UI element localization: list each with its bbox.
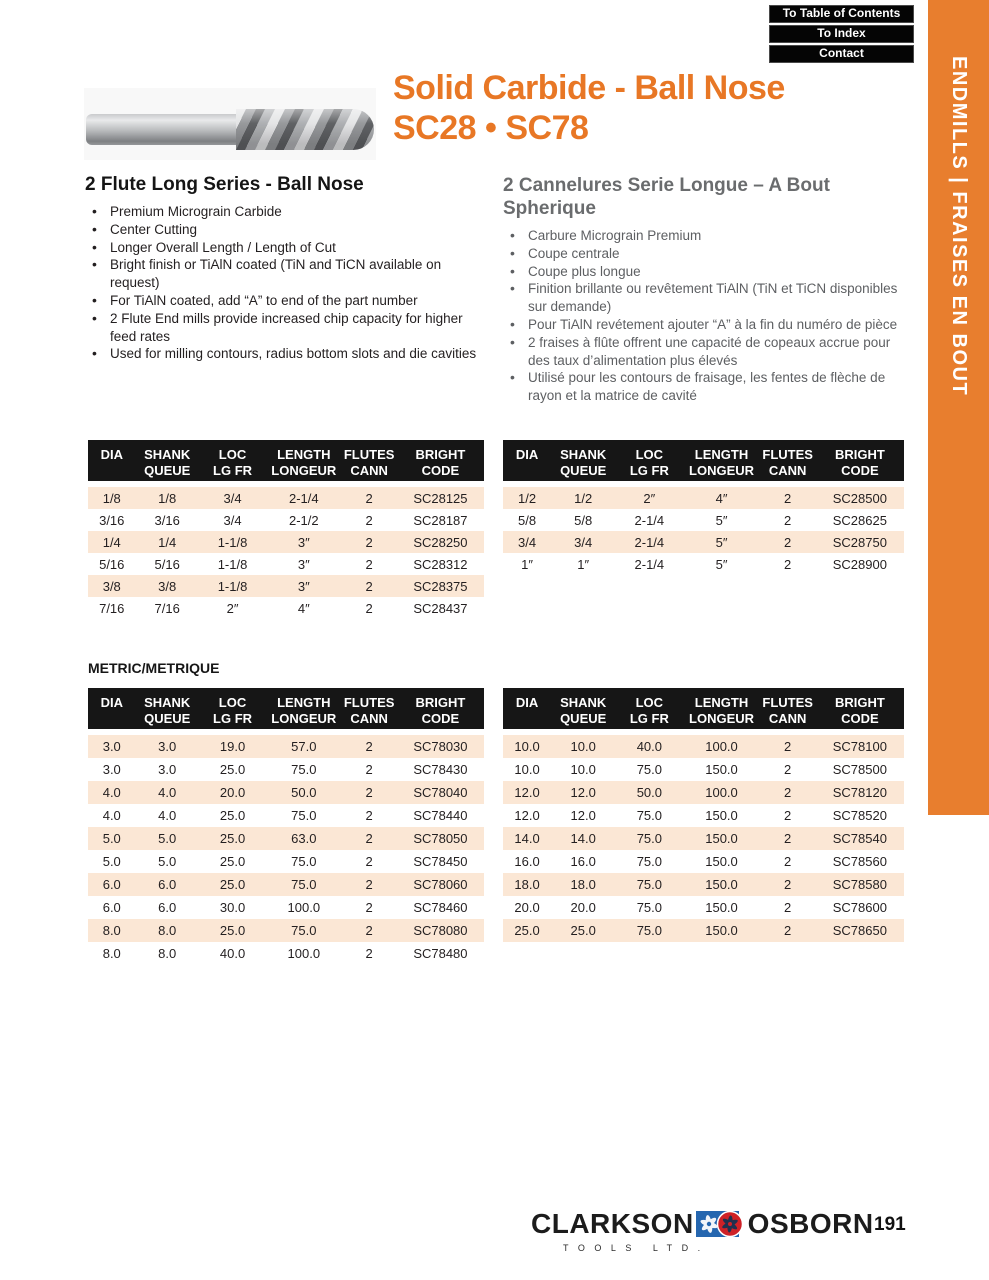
table-cell: 3.0 [158,762,177,777]
table-cell: 75.0 [266,873,341,896]
table-row [503,735,904,758]
table-cell: 19.0 [199,735,266,758]
table-cell: 5/16 [154,556,180,572]
column-header: LENGTH LONGEUR [266,688,341,735]
column-header: FLUTES CANN [760,440,816,487]
table-cell: SC28900 [832,556,887,572]
table-cell: 2 [365,854,373,869]
table-cell: 8.0 [102,946,121,961]
features-french-heading: 2 Cannelures Serie Longue – A Bout Spherique [503,175,830,219]
table-row [88,597,484,619]
clarkson-osborn-pinwheel-icon [696,1209,746,1239]
column-header: SHANK QUEUE [551,688,615,735]
table-cell: 75.0 [636,900,662,915]
bullet-item: • Carbure Micrograin Premium [503,227,913,245]
page-title-line1: Solid Carbide - Ball Nose [393,69,785,107]
table-cell: 2 [365,946,373,961]
table-cell: 75.0 [615,919,683,942]
table-cell: SC28437 [413,600,468,616]
table-cell: 2 [784,808,792,823]
endmill-product-image [84,88,376,160]
table-cell: 2 [341,487,396,509]
table-cell: 1″ [521,556,533,572]
table-cell: 6.0 [88,873,136,896]
table-cell: 2 [365,556,373,572]
table-cell: 2 [365,600,373,616]
table-cell: 50.0 [266,781,341,804]
table-cell: SC78030 [397,735,484,758]
table-cell: 2 [341,735,396,758]
table-cell: 5/8 [518,512,537,528]
table-cell: SC78100 [816,735,904,758]
table-cell: 75.0 [636,854,662,869]
bullet-item: • 2 Flute End mills provide increased chip capacity for higher feed rates [85,310,489,346]
table-cell: 2 [760,827,816,850]
table-cell: 1/2 [551,487,615,509]
table-cell: 10.0 [570,762,596,777]
table-row [503,487,904,509]
brand-clarkson-text: CLARKSON [531,1208,694,1239]
imperial-table-right [503,440,904,575]
table-cell: 3″ [297,556,310,572]
table-cell: 75.0 [291,808,317,823]
table-cell: 3.0 [136,735,199,758]
column-header: LENGTH LONGEUR [683,688,759,735]
table-cell: 1/4 [136,531,199,553]
table-cell: 75.0 [636,762,662,777]
table-cell: 6.0 [136,873,199,896]
table-cell: SC28312 [413,556,468,572]
brand-osborn-text: OSBORN [747,1208,874,1239]
table-cell: 150.0 [683,827,759,850]
table-cell: 75.0 [291,762,317,777]
table-cell: 2-1/2 [288,512,319,528]
table-cell: SC78120 [816,781,904,804]
table-cell: 2 [784,556,792,572]
endmill-shank [86,114,238,145]
table-cell: SC78580 [816,873,904,896]
table-cell: 75.0 [291,854,317,869]
table-cell: 2 [341,531,396,553]
bullet-item: • Center Cutting [85,221,489,239]
table-cell: 3/4 [223,512,242,528]
table-cell: 3/16 [154,512,180,528]
brand-subtitle: TOOLS LTD. [563,1243,710,1253]
table-cell: 30.0 [219,900,246,915]
table-row [503,509,904,531]
table-cell: 4.0 [158,808,177,823]
table-cell: 2 [760,919,816,942]
bullet-item: • Finition brillante ou revêtement TiAlN (TiN et TiCN disponibles sur demande) [503,280,913,316]
table-cell: 3/8 [136,575,199,597]
column-header: DIA [88,440,136,487]
table-cell: 1/8 [136,487,199,509]
table-header [88,440,484,487]
table-cell: 6.0 [102,900,121,915]
table-cell: 2 [760,873,816,896]
table-row [88,487,484,509]
table-cell: SC78430 [413,762,468,777]
table-cell: 150.0 [705,900,738,915]
table-cell: 150.0 [683,873,759,896]
table-cell: 100.0 [683,781,759,804]
table-cell: 100.0 [287,946,321,961]
column-header: BRIGHT CODE [397,440,484,487]
table-cell: 10.0 [551,735,615,758]
table-row [88,735,484,758]
page-title-line2: SC28 • SC78 [393,109,589,147]
table-cell: SC78440 [413,808,468,823]
table-cell: 3/4 [551,531,615,553]
table-row [503,781,904,804]
table-cell: 75.0 [636,808,662,823]
table-cell: SC28125 [397,487,484,509]
column-header: FLUTES CANN [341,440,396,487]
table-cell: 75.0 [615,873,683,896]
table-cell: 2-1/4 [634,512,665,528]
table-cell: 1″ [577,556,590,572]
table-row [88,531,484,553]
table-row [88,942,484,965]
features-english-list [85,203,489,363]
imperial-table-left [88,440,484,619]
table-cell: 16.0 [514,854,540,869]
to-index-button[interactable]: To Index [769,25,914,43]
table-cell: 4.0 [102,808,121,823]
table-cell: 3/16 [99,512,125,528]
brand-logo [531,1208,874,1240]
table-cell: 18.0 [551,873,615,896]
features-french-list [503,227,913,405]
table-cell: 25.0 [219,808,246,823]
table-cell: 2″ [615,487,683,509]
table-cell: 16.0 [570,854,596,869]
table-cell: 2-1/4 [615,531,683,553]
page-title [393,68,785,148]
column-header: LOC LG FR [199,440,266,487]
table-header [503,688,904,735]
table-row [503,896,904,919]
table-cell: 2 [365,808,373,823]
column-header: LENGTH LONGEUR [266,440,341,487]
table-cell: SC78050 [397,827,484,850]
table-cell: 2 [784,512,792,528]
column-header: LOC LG FR [199,688,266,735]
bullet-item: • Coupe plus longue [503,263,913,281]
table-cell: 150.0 [705,762,738,777]
table-cell: 12.0 [570,808,596,823]
table-cell: 2 [760,735,816,758]
features-english-heading: 2 Flute Long Series - Ball Nose [85,174,364,195]
table-cell: 2 [784,762,792,777]
table-row [88,509,484,531]
table-cell: 10.0 [503,735,551,758]
table-row [88,804,484,827]
table-cell: 2 [341,919,396,942]
table-cell: 2 [341,575,396,597]
table-cell: 25.0 [199,827,266,850]
table-cell: SC28375 [397,575,484,597]
table-cell: 5/16 [99,556,125,572]
table-cell: SC78480 [413,946,468,961]
column-header: SHANK QUEUE [551,440,615,487]
table-row [88,850,484,873]
table-cell: 2 [760,781,816,804]
table-cell: 25.0 [503,919,551,942]
table-cell: SC28187 [413,512,468,528]
table-cell: 14.0 [551,827,615,850]
table-cell: SC78520 [832,808,887,823]
table-cell: 8.0 [158,946,177,961]
table-cell: SC78450 [413,854,468,869]
table-row [503,873,904,896]
table-cell: 5″ [683,531,759,553]
table-cell: 2 [365,512,373,528]
table-cell: 75.0 [266,919,341,942]
table-cell: 5.0 [158,854,177,869]
table-cell: SC78060 [397,873,484,896]
column-header: FLUTES CANN [341,688,396,735]
table-cell: 1/2 [503,487,551,509]
table-cell: SC28750 [816,531,904,553]
table-cell: 1-1/8 [199,575,266,597]
column-header: FLUTES CANN [760,688,816,735]
table-cell: 100.0 [683,735,759,758]
table-row [503,804,904,827]
table-cell: 2 [784,900,792,915]
table-cell: 2 [760,531,816,553]
table-row [88,758,484,781]
table-row [503,827,904,850]
table-cell: SC78650 [816,919,904,942]
table-cell: 18.0 [503,873,551,896]
metric-table-left [88,688,484,965]
table-cell: 2 [341,827,396,850]
table-cell: 25.0 [199,873,266,896]
section-tab-label: ENDMILLS | FRAISES EN BOUT [948,56,970,397]
metric-table-right [503,688,904,942]
table-cell: 5″ [715,556,728,572]
table-cell: 20.0 [514,900,540,915]
table-cell: SC28250 [397,531,484,553]
table-cell: 2-1/4 [266,487,341,509]
column-header: SHANK QUEUE [136,688,199,735]
table-cell: 6.0 [158,900,177,915]
table-cell: SC78540 [816,827,904,850]
table-cell: 4.0 [88,781,136,804]
metric-section-label: METRIC/METRIQUE [88,660,220,676]
table-cell: 150.0 [705,854,738,869]
table-cell: 3/4 [199,487,266,509]
table-cell: 8.0 [88,919,136,942]
column-header: LOC LG FR [615,688,683,735]
table-cell: 2 [341,781,396,804]
table-cell: SC28500 [816,487,904,509]
table-cell: 25.0 [551,919,615,942]
table-cell: 2 [365,762,373,777]
table-row [503,531,904,553]
table-cell: 25.0 [219,762,246,777]
table-cell: 2 [784,854,792,869]
bullet-item: • Longer Overall Length / Length of Cut [85,239,489,257]
column-header: LOC LG FR [615,440,683,487]
table-cell: 5/8 [574,512,593,528]
table-cell: SC28625 [832,512,887,528]
table-cell: SC78600 [832,900,887,915]
table-cell: 63.0 [266,827,341,850]
column-header: LENGTH LONGEUR [683,440,759,487]
table-cell: 3.0 [88,735,136,758]
table-cell: 2 [760,487,816,509]
table-cell: 12.0 [551,781,615,804]
table-header [503,440,904,487]
table-cell: 150.0 [683,919,759,942]
table-cell: 4.0 [136,781,199,804]
features-french [503,174,913,405]
table-row [88,919,484,942]
column-header: DIA [503,688,551,735]
table-cell: 40.0 [615,735,683,758]
table-cell: 57.0 [266,735,341,758]
table-cell: 7/16 [99,600,125,616]
table-row [88,896,484,919]
table-cell: 14.0 [503,827,551,850]
bullet-item: • Coupe centrale [503,245,913,263]
table-cell: 3/4 [503,531,551,553]
table-cell: 3/8 [88,575,136,597]
table-row [88,827,484,850]
table-cell: 3.0 [102,762,121,777]
table-cell: 5.0 [136,827,199,850]
table-cell: 25.0 [199,919,266,942]
table-cell: 75.0 [615,827,683,850]
table-cell: SC78080 [397,919,484,942]
table-header [88,688,484,735]
bullet-item: • Bright finish or TiAlN coated (TiN and TiCN available on request) [85,256,489,292]
table-cell: 3″ [266,531,341,553]
table-cell: 1-1/8 [217,556,248,572]
column-header: BRIGHT CODE [816,688,904,735]
features-english [85,174,489,363]
column-header: DIA [88,688,136,735]
to-table-of-contents-button[interactable]: To Table of Contents [769,5,914,23]
table-cell: 1-1/8 [199,531,266,553]
column-header: SHANK QUEUE [136,440,199,487]
table-cell: 100.0 [287,900,321,915]
table-row [88,575,484,597]
pdf-nav-buttons [769,5,914,65]
bullet-item: • For TiAlN coated, add “A” to end of the part number [85,292,489,310]
table-row [88,553,484,575]
page-number: 191 [874,1214,906,1235]
bullet-item: • Premium Micrograin Carbide [85,203,489,221]
table-cell: 20.0 [570,900,596,915]
table-cell: 5.0 [102,854,121,869]
column-header: BRIGHT CODE [816,440,904,487]
bullet-item: • 2 fraises à flûte offrent une capacité de copeaux accrue pour des taux d’alimentation plus élevés [503,334,913,370]
table-cell: 7/16 [154,600,180,616]
column-header: BRIGHT CODE [397,688,484,735]
table-cell: 5″ [715,512,728,528]
section-tab [928,0,989,815]
table-cell: 50.0 [615,781,683,804]
table-cell: 25.0 [219,854,246,869]
table-cell: 150.0 [705,808,738,823]
table-cell: 12.0 [503,781,551,804]
table-row [503,758,904,781]
table-row [88,781,484,804]
table-cell: SC78500 [832,762,887,777]
table-cell: 5.0 [88,827,136,850]
table-cell: 12.0 [514,808,540,823]
table-row [503,553,904,575]
table-cell: 1/4 [88,531,136,553]
table-cell: 2 [341,873,396,896]
bullet-item: • Utilisé pour les contours de fraisage, les fentes de flèche de rayon et la matrice de cavité [503,369,913,405]
table-row [503,850,904,873]
table-cell: 40.0 [219,946,246,961]
table-cell: 4″ [297,600,310,616]
bullet-item: • Pour TiAlN revétement ajouter “A” à la fin du numéro de pièce [503,316,913,334]
table-cell: 4″ [683,487,759,509]
table-cell: 10.0 [514,762,540,777]
table-row [88,873,484,896]
table-cell: 3″ [266,575,341,597]
bullet-item: • Used for milling contours, radius bottom slots and die cavities [85,345,489,363]
table-cell: SC78560 [832,854,887,869]
endmill-flutes [236,109,374,150]
table-cell: SC78460 [413,900,468,915]
table-cell: 8.0 [136,919,199,942]
table-cell: 2″ [226,600,239,616]
table-cell: 2-1/4 [634,556,665,572]
table-cell: 1/8 [88,487,136,509]
table-row [503,919,904,942]
table-cell: 20.0 [199,781,266,804]
column-header: DIA [503,440,551,487]
table-cell: 2 [365,900,373,915]
table-cell: SC78040 [397,781,484,804]
contact-button[interactable]: Contact [769,45,914,63]
